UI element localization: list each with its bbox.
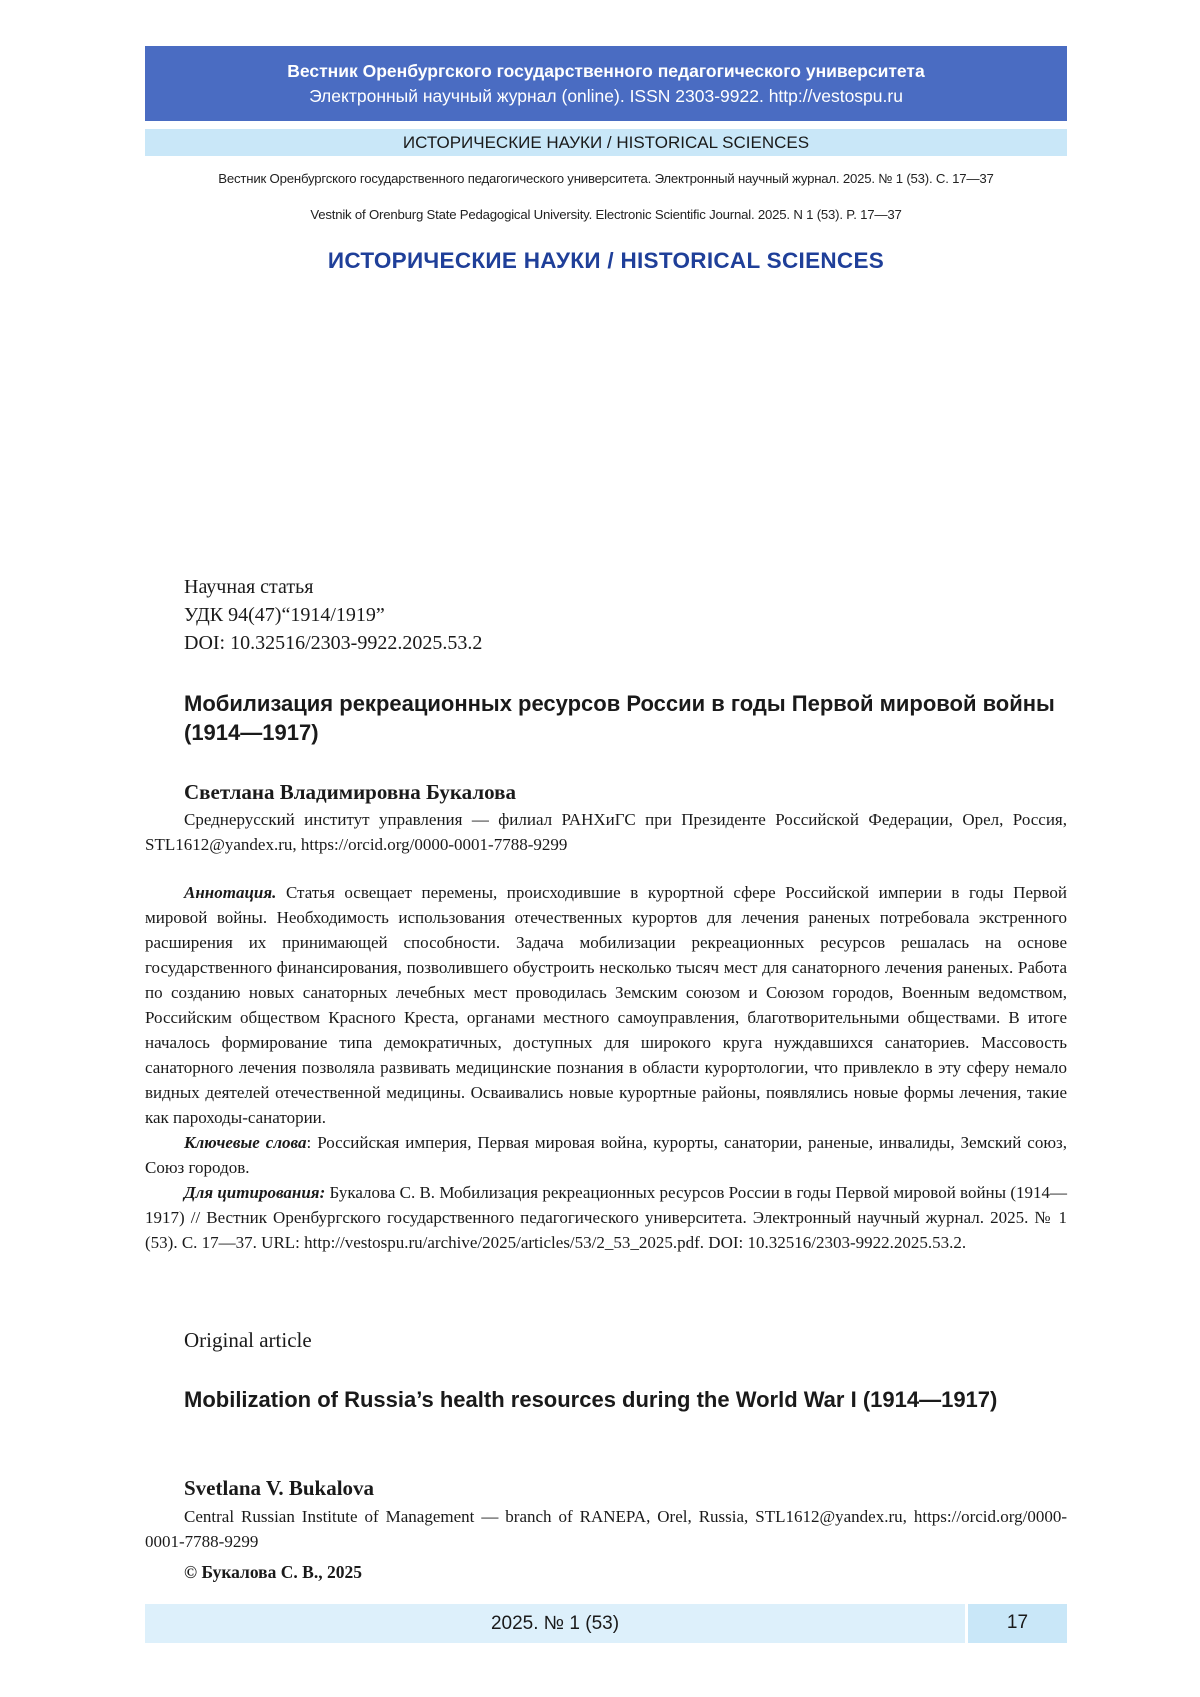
keywords-label: Ключевые слова: [184, 1133, 307, 1152]
citation-lines: [145, 170, 1067, 226]
author-name-en: Svetlana V. Bukalova: [184, 1476, 375, 1500]
citation: [145, 1180, 1067, 1255]
page-number: 17: [968, 1604, 1067, 1643]
keywords-text: : Российская империя, Первая мировая война, курорты, санатории, раненые, инвалиды, Земский союз, Союз городов.: [145, 1133, 1068, 1177]
copyright: © Букалова С. В., 2025: [184, 1562, 362, 1582]
article-meta: [184, 573, 482, 657]
section-bar: ИСТОРИЧЕСКИЕ НАУКИ / HISTORICAL SCIENCES: [145, 129, 1067, 156]
affiliation-en: Central Russian Institute of Management — branch of RANEPA, Orel, Russia, STL1612@yandex.ru, https://orcid.org/0000-0001-7788-9299: [145, 1507, 1067, 1551]
udk: УДК 94(47)“1914/1919”: [184, 604, 385, 626]
journal-banner: [145, 46, 1067, 121]
footer-issue: 2025. № 1 (53): [145, 1604, 965, 1643]
section-heading: ИСТОРИЧЕСКИЕ НАУКИ / HISTORICAL SCIENCES: [327, 248, 885, 273]
abstract: [145, 880, 1067, 1130]
citation-text: Букалова С. В. Мобилизация рекреационных ресурсов России в годы Первой мировой войны (1914—1917) // Вестник Оренбургского государственного педагогического университета. Электронный научный журнал. 2025. № 1 (53). С. 17—37. URL: http://vestospu.ru/archive/2025/articles/53/2_53_2025.pdf. DOI: 10.32516/2303-9922.2025.53.2.: [145, 1183, 1067, 1252]
citation-label: Для цитирования:: [184, 1183, 326, 1202]
citation-line-ru: Вестник Оренбургского государственного педагогического университета. Электронный научный журнал. 2025. № 1 (53). С. 17—37: [218, 171, 994, 186]
affiliation-ru: Среднерусский институт управления — филиал РАНХиГС при Президенте Российской Федерации, Орел, Россия, STL1612@yandex.ru, https://orcid.org/0000-0001-7788-9299: [145, 810, 1067, 854]
keywords: [145, 1130, 1067, 1180]
journal-subtitle: Электронный научный журнал (online). ISSN 2303-9922. http://vestospu.ru: [309, 86, 903, 106]
journal-name: Вестник Оренбургского государственного педагогического университета: [287, 61, 925, 81]
doi: DOI: 10.32516/2303-9922.2025.53.2: [184, 632, 483, 654]
citation-line-en: Vestnik of Orenburg State Pedagogical University. Electronic Scientific Journal. 2025. N 1 (53). P. 17—37: [310, 207, 902, 222]
article-title-en: Mobilization of Russia’s health resources during the World War I (1914—1917): [184, 1387, 998, 1412]
abstract-block: [145, 880, 1067, 1255]
article-title-ru: Мобилизация рекреационных ресурсов России в годы Первой мировой войны (1914—1917): [184, 691, 1055, 745]
abstract-label: Аннотация.: [184, 883, 277, 902]
abstract-text: Статья освещает перемены, происходившие в курортной сфере Российской империи в годы Первой мировой войны. Необходимость использования отечественных курортов для лечения раненых потребовала экстренного расширения их принимающей способности. Задача мобилизации рекреационных ресурсов решалась на основе государственного финансирования, позволившего обустроить несколько тысяч мест для санаторного лечения раненых. Работа по созданию новых санаторных лечебных мест проводилась Земским союзом и Союзом городов, Военным ведомством, Российским обществом Красного Креста, органами местного самоуправления, благотворительными обществами. В итоге началось формирование типа демократичных, доступных для широкого круга нуждавшихся санаториев. Массовость санаторного лечения позволяла развивать медицинские познания в области курортологии, что привлекло в эту сферу немало видных деятелей отечественной медицины. Осваивались новые курортные районы, появлялись новые формы лечения, такие как пароходы-санатории.: [145, 883, 1068, 1127]
article-type: Научная статья: [184, 576, 314, 598]
author-name-ru: Светлана Владимировна Букалова: [184, 780, 516, 804]
article-type-en: Original article: [184, 1328, 312, 1352]
